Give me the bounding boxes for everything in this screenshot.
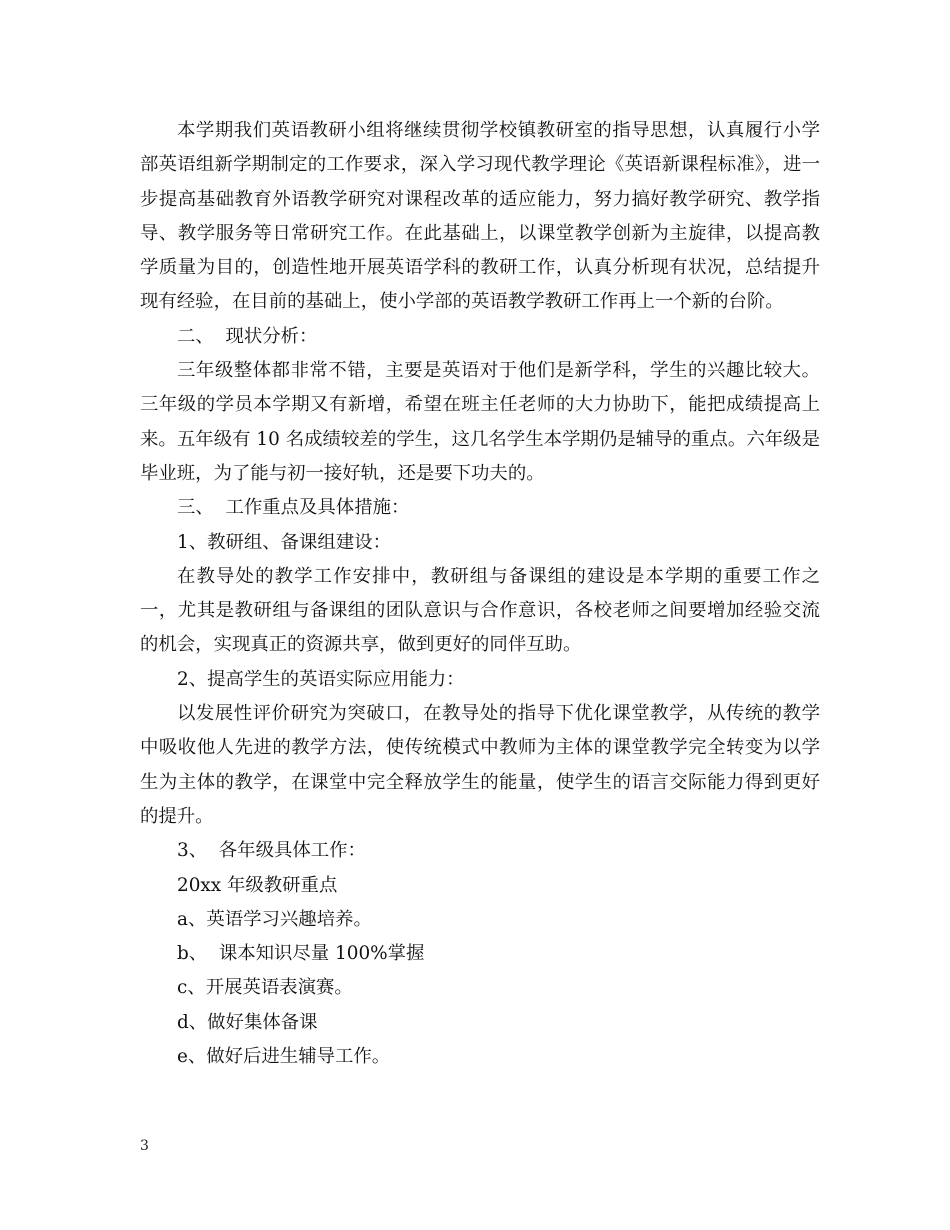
section-heading-work-focus: 三、 工作重点及具体措施： (177, 497, 410, 519)
subheading-english-ability: 2、提高学生的英语实际应用能力： (177, 668, 465, 690)
year-focus-line: 20xx 年级教研重点 (177, 874, 338, 896)
page-number: 3 (140, 1138, 149, 1154)
list-item: d、做好集体备课 (177, 1011, 318, 1033)
intro-paragraph: 本学期我们英语教研小组将继续贯彻学校镇教研室的指导思想，认真履行小学部英语组新学期制定的工作要求，深入学习现代教学理论《英语新课程标准》，进一步提高基础教育外语教学研究对课程改革的适应能力，努力搞好教学研究、教学指导、教学服务等日常研究工作。在此基础上，以课堂教学创新为主旋律，以提高教学质量为目的，创造性地开展英语学科的教研工作，认真分析现有状况，总结提升现有经验，在目前的基础上，使小学部的英语教学教研工作再上一个新的台阶。 (140, 120, 820, 313)
list-item: b、 课本知识尽量 100%掌握 (177, 943, 425, 965)
list-item: a、英语学习兴趣培养。 (177, 908, 372, 930)
list-item: c、开展英语表演赛。 (177, 977, 353, 999)
list-item: e、做好后进生辅导工作。 (177, 1046, 391, 1068)
status-paragraph: 三年级整体都非常不错，主要是英语对于他们是新学科，学生的兴趣比较大。三年级的学员本学期又有新增，希望在班主任老师的大力协助下，能把成绩提高上来。五年级有 10 名成绩较差的学生，这几名学生本学期仍是辅导的重点。六年级是毕业班，为了能与初一接好轨，还是要下功夫的。 (140, 360, 820, 484)
subheading-group-building: 1、教研组、备课组建设： (177, 531, 391, 553)
section-heading-status-analysis: 二、 现状分析： (177, 325, 318, 347)
english-ability-paragraph: 以发展性评价研究为突破口，在教导处的指导下优化课堂教学，从传统的教学中吸收他人先进的教学方法，使传统模式中教师为主体的课堂教学完全转变为以学生为主体的教学，在课堂中完全释放学生的能量，使学生的语言交际能力得到更好的提升。 (140, 703, 820, 827)
group-building-paragraph: 在教导处的教学工作安排中，教研组与备课组的建设是本学期的重要工作之一，尤其是教研组与备课组的团队意识与合作意识，各校老师之间要增加经验交流的机会，实现真正的资源共享，做到更好的同伴互助。 (140, 565, 820, 656)
document-body (140, 114, 820, 1074)
subheading-grade-work: 3、 各年级具体工作： (177, 840, 366, 862)
